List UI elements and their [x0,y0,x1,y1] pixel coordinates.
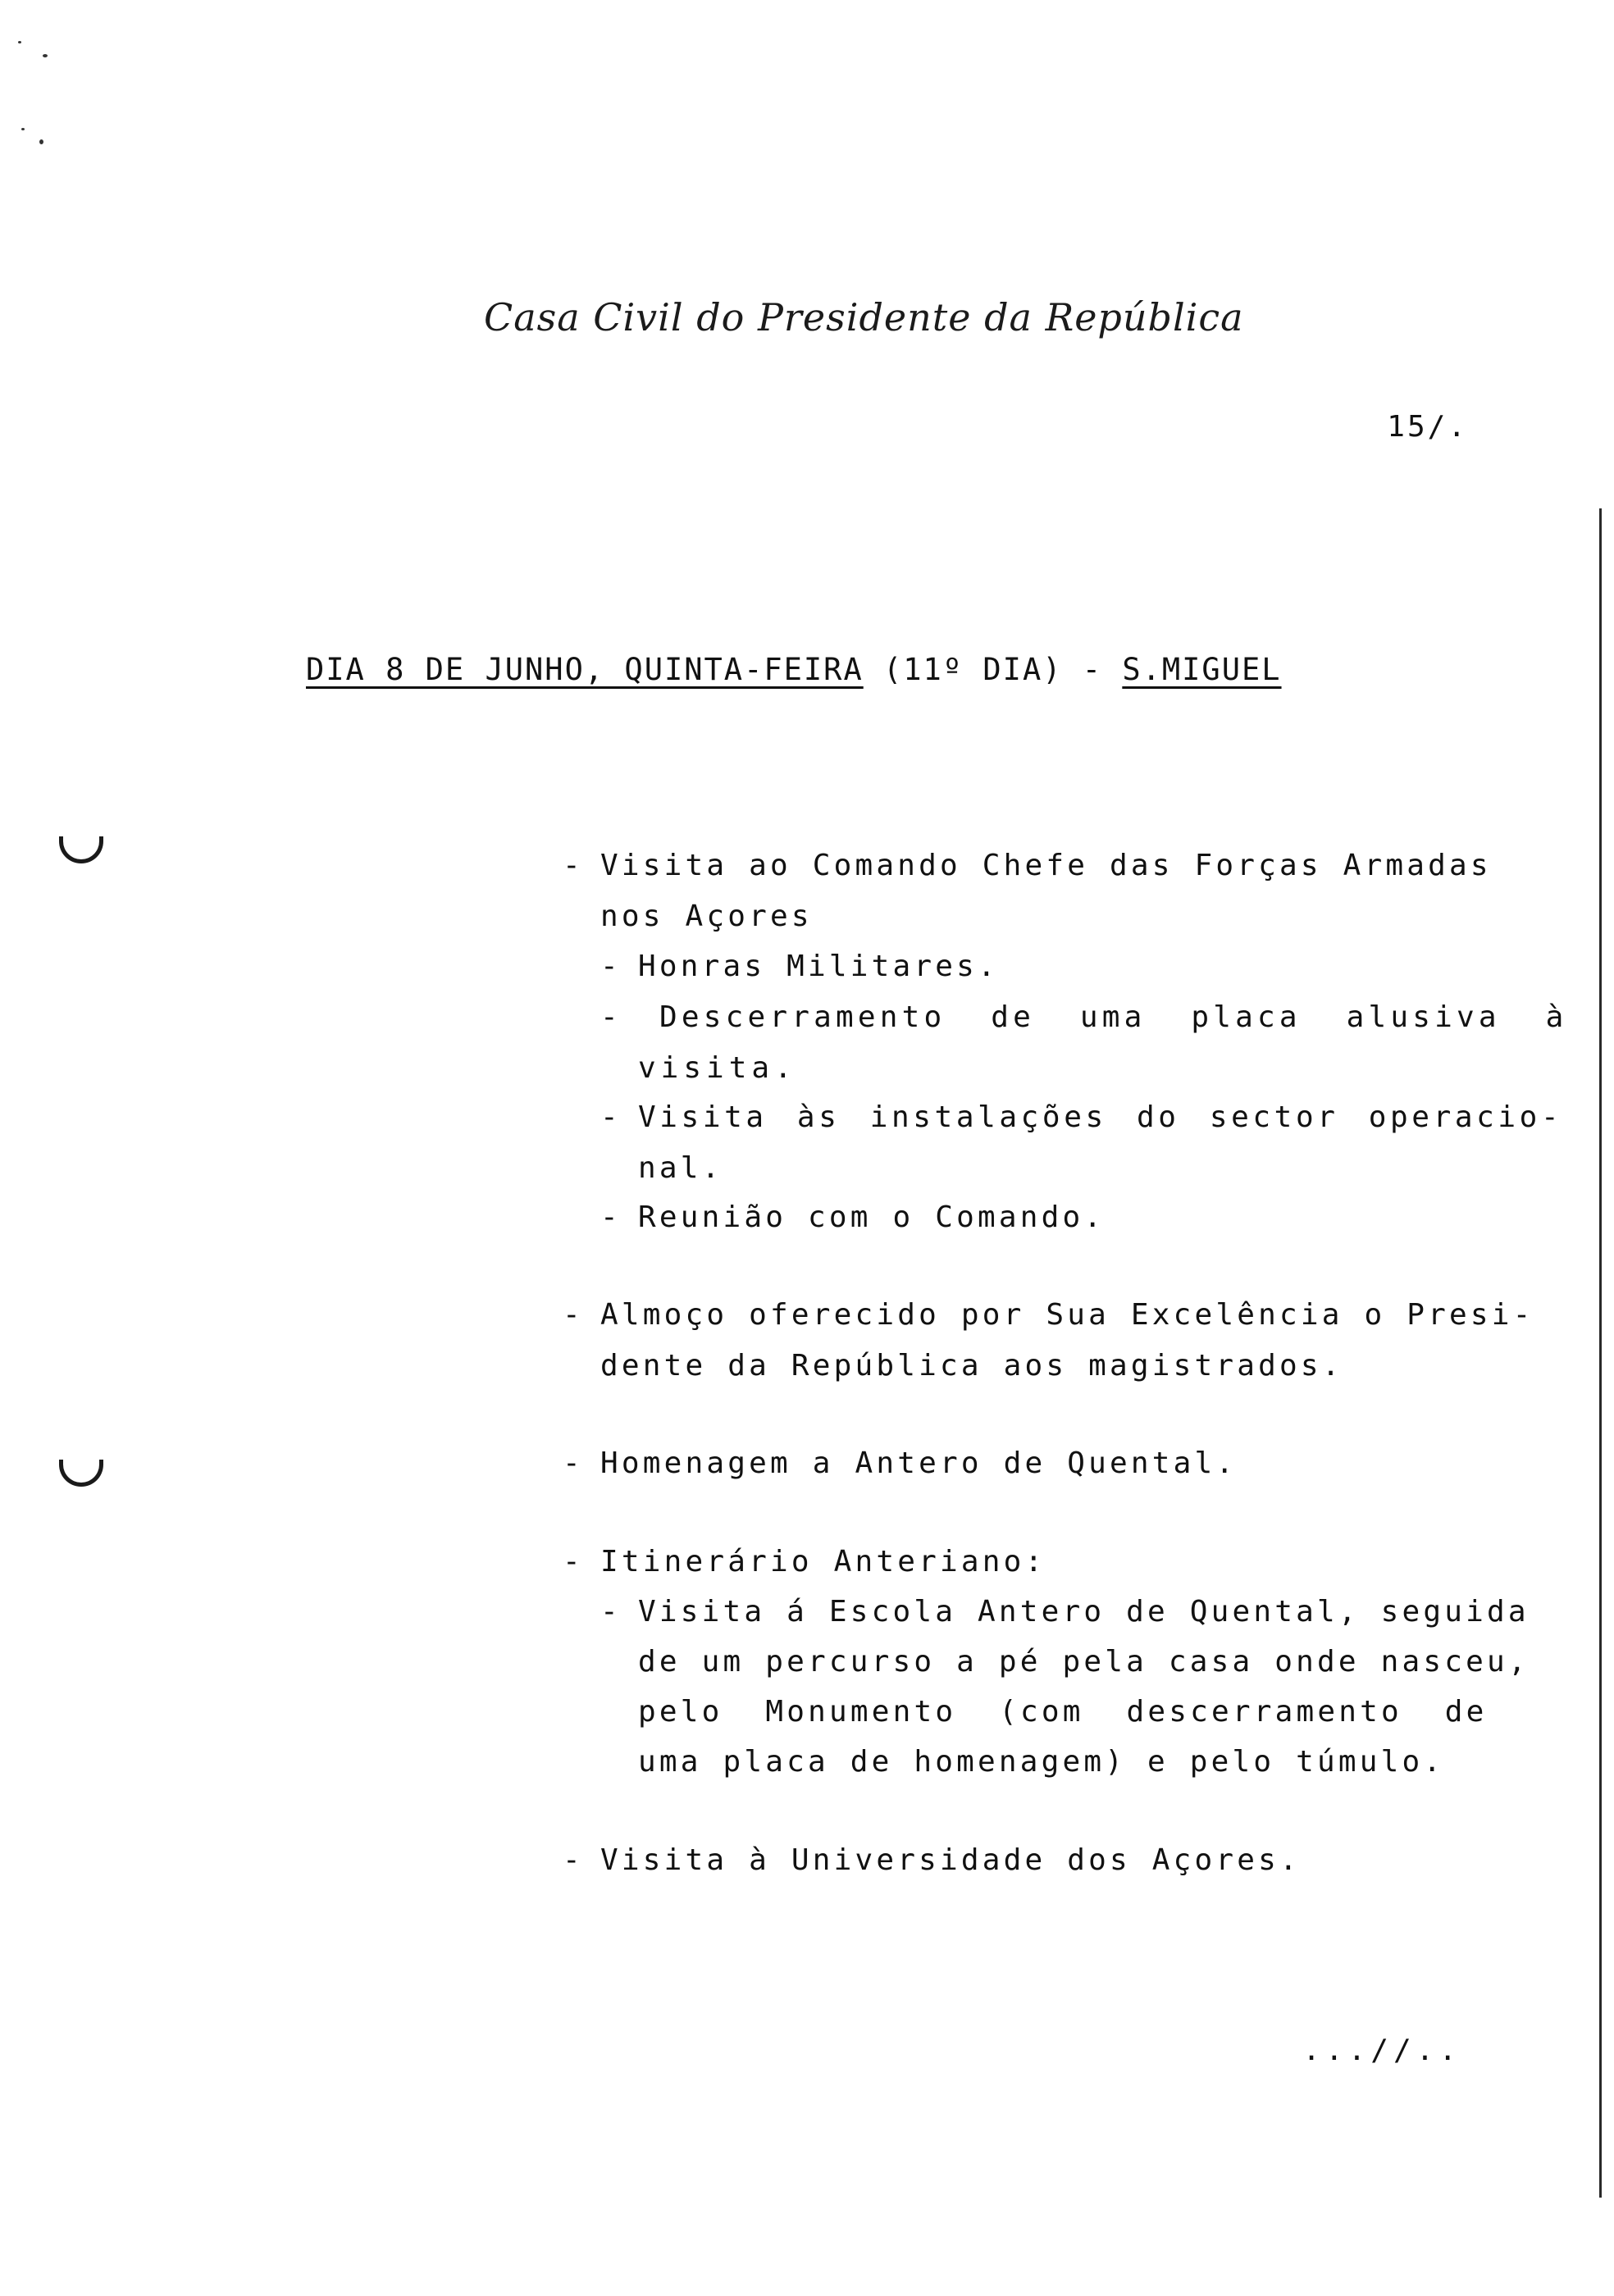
agenda-item-1-line-2: nos Açores [600,900,813,933]
continuation-mark: ...//.. [1302,2034,1461,2067]
scan-speck [39,139,43,144]
agenda-item-4-sub-1: - Visita á Escola Antero de Quental, seguida [600,1595,1530,1629]
scan-speck [21,128,25,130]
agenda-item-5-line-1: - Visita à Universidade dos Açores. [563,1843,1301,1877]
letterhead: Casa Civil do Presidente da República [484,295,1244,339]
agenda-item-4-sub-1-cont-2: pelo Monumento (com descerramento de [638,1695,1488,1729]
agenda-item-1-sub-4: - Reunião com o Comando. [600,1200,1106,1234]
agenda-item-2-line-1: - Almoço oferecido por Sua Excelência o Presi- [563,1298,1534,1332]
day-title [306,652,1282,687]
agenda-item-1-sub-2: - Descerramento de uma placa alusiva à [600,1000,1568,1034]
agenda-item-4-line-1: - Itinerário Anteriano: [563,1545,1046,1578]
agenda-item-4-sub-1-cont-1: de um percurso a pé pela casa onde nasceu, [638,1645,1530,1679]
day-title-ordinal: (11º DIA) - [863,652,1123,687]
punch-hole-mark [59,1460,103,1487]
agenda-item-1-sub-2-cont: visita. [638,1051,797,1085]
agenda-item-1-sub-1: - Honras Militares. [600,950,999,983]
scan-speck [18,41,21,43]
agenda-item-3-line-1: - Homenagem a Antero de Quental. [563,1446,1238,1480]
scan-edge-line [1599,508,1602,2198]
agenda-item-1-sub-3-cont: nal. [638,1151,723,1185]
day-title-place: S.MIGUEL [1122,652,1282,687]
scan-speck [43,54,48,57]
day-title-date: DIA 8 DE JUNHO, QUINTA-FEIRA [306,652,864,687]
page-number: 15/. [1387,410,1468,444]
agenda-item-4-sub-1-cont-3: uma placa de homenagem) e pelo túmulo. [638,1745,1445,1779]
punch-hole-mark [59,836,103,863]
agenda-item-2-line-2: dente da República aos magistrados. [600,1349,1343,1383]
agenda-item-1-line-1: - Visita ao Comando Chefe das Forças Armadas [563,849,1492,882]
agenda-item-1-sub-3: - Visita às instalações do sector operacio- [600,1100,1563,1134]
